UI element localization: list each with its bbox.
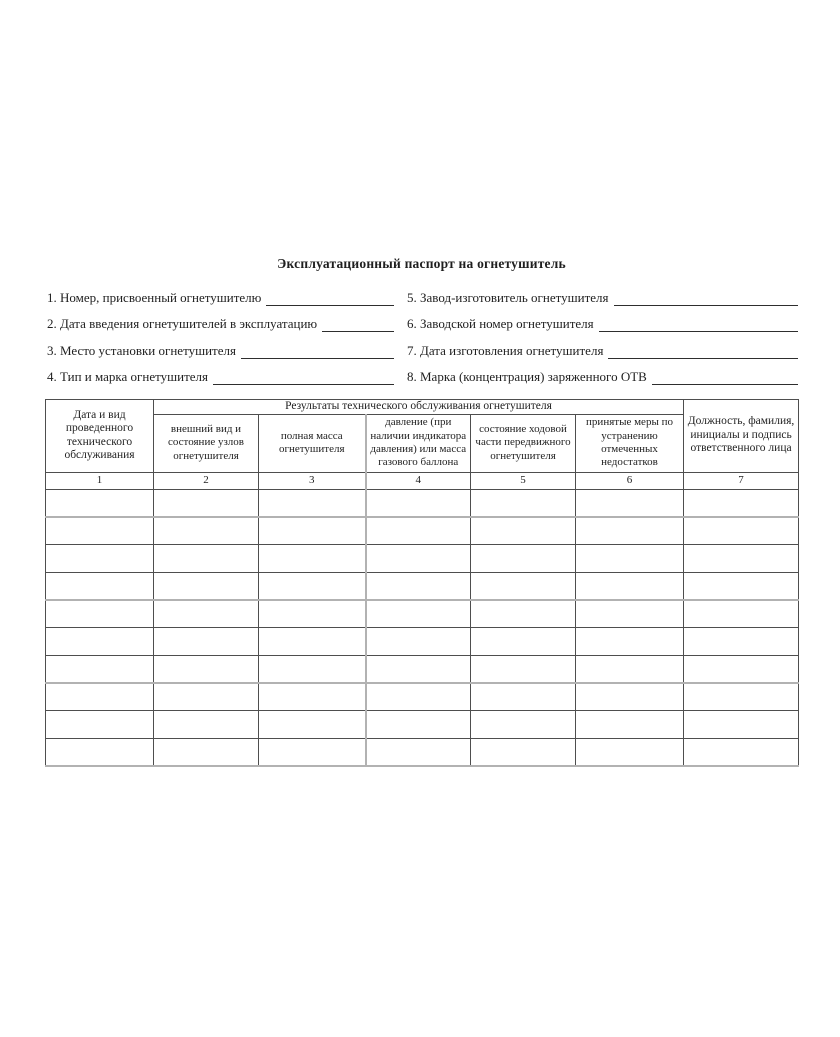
column-number: 7 [684, 472, 799, 489]
form-field-manufacture-date [405, 332, 798, 359]
form-field-factory-number [405, 306, 798, 333]
empty-cell [576, 517, 684, 545]
passport-form [45, 279, 798, 385]
field-label: 7. Дата изготовления огнетушителя [407, 342, 604, 358]
empty-cell [366, 489, 471, 517]
empty-cell [46, 517, 154, 545]
field-label: 4. Тип и марка огнетушителя [47, 369, 208, 384]
column-number-row [46, 472, 799, 489]
empty-cell [471, 655, 576, 683]
empty-cell [154, 489, 259, 517]
empty-cell [259, 572, 366, 600]
form-left-column [45, 279, 394, 385]
empty-cell [46, 489, 154, 517]
document-page [45, 0, 798, 767]
empty-cell [471, 683, 576, 711]
form-field-type-brand [45, 359, 394, 386]
table-row [46, 517, 799, 545]
form-field-extinguisher-number [45, 279, 394, 306]
form-field-otv-brand [405, 359, 798, 386]
table-header [46, 399, 799, 489]
page-title: Эксплуатационный паспорт на огнетушитель [277, 256, 566, 271]
empty-cell [471, 517, 576, 545]
empty-cell [366, 517, 471, 545]
table-row [46, 572, 799, 600]
table-empty-rows [46, 489, 799, 766]
empty-cell [684, 572, 799, 600]
form-field-manufacturer [405, 279, 798, 306]
col-header-chassis-condition: состояние ходовой части передвижного огнетушителя [471, 414, 576, 472]
fill-in-line [614, 289, 798, 306]
empty-cell [154, 517, 259, 545]
col-header-date-type: Дата и вид проведенного технического обслуживания [46, 399, 154, 472]
empty-cell [576, 544, 684, 572]
empty-cell [259, 544, 366, 572]
column-number: 5 [471, 472, 576, 489]
field-label: 5. Завод-изготовитель огнетушителя [407, 289, 609, 305]
empty-cell [259, 517, 366, 545]
empty-cell [46, 627, 154, 655]
field-label: 2. Дата введения огнетушителей в эксплуатацию [47, 316, 318, 331]
header-group-row [46, 399, 799, 414]
form-right-column [405, 279, 798, 385]
empty-cell [366, 600, 471, 628]
table-row [46, 655, 799, 683]
field-label: 3. Место установки огнетушителя [47, 342, 236, 358]
empty-cell [154, 627, 259, 655]
empty-cell [576, 711, 684, 739]
form-field-installation-place [45, 332, 394, 359]
empty-cell [471, 489, 576, 517]
empty-cell [684, 517, 799, 545]
table-row [46, 489, 799, 517]
table-row [46, 544, 799, 572]
empty-cell [366, 738, 471, 766]
empty-cell [46, 655, 154, 683]
empty-cell [46, 683, 154, 711]
empty-cell [154, 572, 259, 600]
empty-cell [154, 738, 259, 766]
empty-cell [259, 600, 366, 628]
empty-cell [154, 683, 259, 711]
col-header-full-mass: полная масса огнетушителя [259, 414, 366, 472]
empty-cell [471, 627, 576, 655]
empty-cell [154, 655, 259, 683]
fill-in-line [599, 315, 798, 332]
column-number: 6 [576, 472, 684, 489]
table-row [46, 627, 799, 655]
empty-cell [684, 655, 799, 683]
empty-cell [684, 711, 799, 739]
field-label: 6. Заводской номер огнетушителя [407, 316, 594, 331]
empty-cell [471, 738, 576, 766]
empty-cell [366, 655, 471, 683]
empty-cell [154, 544, 259, 572]
col-header-results-group: Результаты технического обслуживания огнетушителя [154, 399, 684, 414]
empty-cell [576, 600, 684, 628]
column-number: 1 [46, 472, 154, 489]
empty-cell [259, 683, 366, 711]
empty-cell [366, 544, 471, 572]
empty-cell [684, 738, 799, 766]
empty-cell [259, 489, 366, 517]
empty-cell [46, 600, 154, 628]
column-number: 4 [366, 472, 471, 489]
table-row [46, 711, 799, 739]
empty-cell [576, 572, 684, 600]
empty-cell [366, 683, 471, 711]
table-row [46, 738, 799, 766]
empty-cell [684, 683, 799, 711]
empty-cell [684, 489, 799, 517]
empty-cell [46, 711, 154, 739]
empty-cell [684, 544, 799, 572]
empty-cell [154, 711, 259, 739]
fill-in-line [652, 368, 798, 385]
col-header-responsible-person: Должность, фамилия, инициалы и подпись ответственного лица [684, 399, 799, 472]
empty-cell [576, 683, 684, 711]
empty-cell [471, 544, 576, 572]
empty-cell [46, 738, 154, 766]
column-number: 2 [154, 472, 259, 489]
field-label: 8. Марка (концентрация) заряженного ОТВ [407, 369, 647, 384]
empty-cell [471, 600, 576, 628]
empty-cell [259, 711, 366, 739]
empty-cell [684, 627, 799, 655]
table-row [46, 683, 799, 711]
fill-in-line [608, 342, 798, 359]
col-header-appearance: внешний вид и состояние узлов огнетушителя [154, 414, 259, 472]
empty-cell [576, 627, 684, 655]
empty-cell [471, 711, 576, 739]
table-row [46, 600, 799, 628]
fill-in-line [213, 368, 394, 385]
fill-in-line [266, 289, 394, 306]
form-field-commissioning-date [45, 306, 394, 333]
col-header-pressure: давление (при наличии индикатора давления) или масса газового баллона [366, 414, 471, 472]
empty-cell [259, 627, 366, 655]
empty-cell [259, 655, 366, 683]
empty-cell [46, 572, 154, 600]
empty-cell [684, 600, 799, 628]
field-label: 1. Номер, присвоенный огнетушителю [47, 289, 262, 305]
empty-cell [259, 738, 366, 766]
empty-cell [576, 655, 684, 683]
maintenance-log-table [45, 399, 799, 767]
col-header-measures-taken: принятые меры по устранению отмеченных недостатков [576, 414, 684, 472]
empty-cell [576, 489, 684, 517]
empty-cell [366, 627, 471, 655]
fill-in-line [322, 315, 394, 332]
empty-cell [366, 572, 471, 600]
empty-cell [471, 572, 576, 600]
empty-cell [154, 600, 259, 628]
fill-in-line [241, 342, 394, 359]
empty-cell [366, 711, 471, 739]
empty-cell [576, 738, 684, 766]
column-number: 3 [259, 472, 366, 489]
empty-cell [46, 544, 154, 572]
